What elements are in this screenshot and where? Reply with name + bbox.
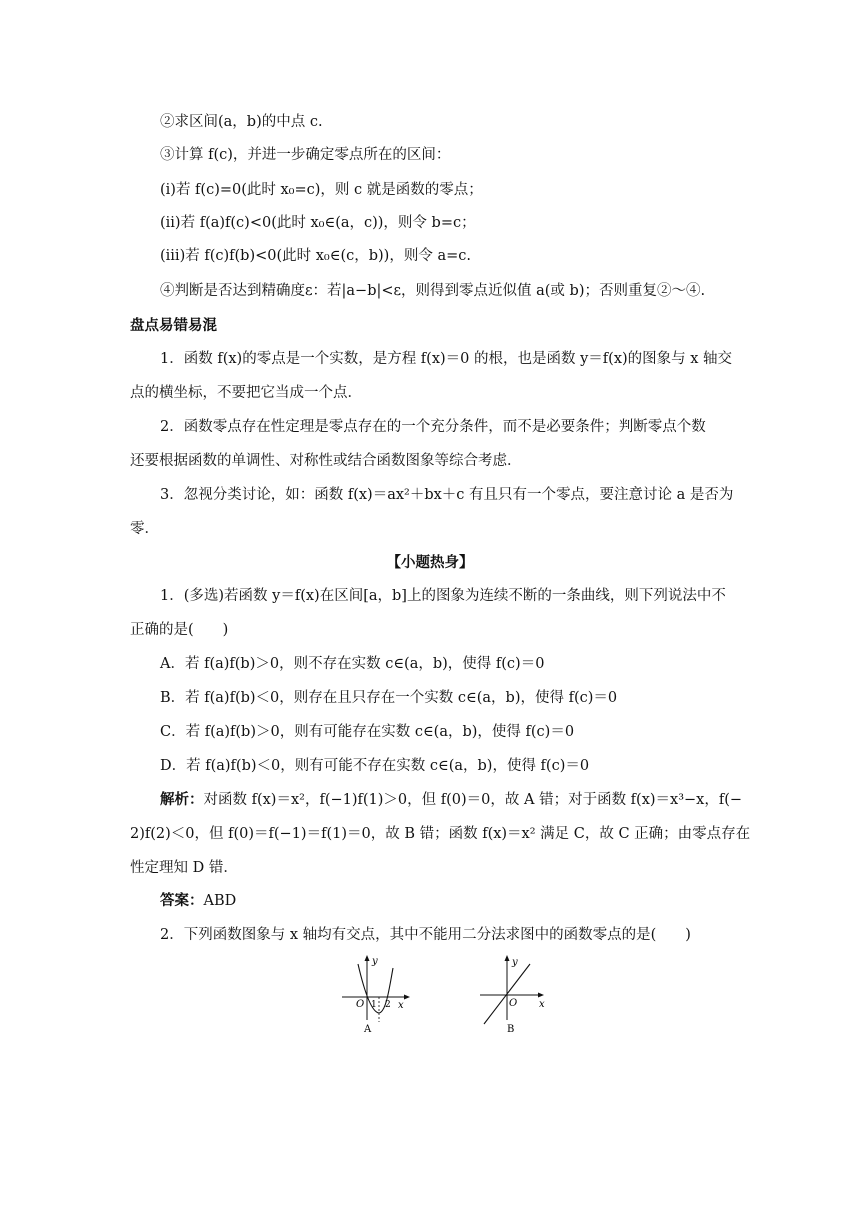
solution-line-2: 2)f(2)＜0，但 f(0)＝f(−1)＝f(1)＝0，故 B 错；函数 f(x)＝x² 满足 C，故 C 正确；由零点存在 (130, 826, 751, 842)
figure-a-y-label: y (372, 956, 378, 967)
figure-a-caption: A (364, 1024, 372, 1035)
pitfall-2-line-2: 还要根据函数的单调性、对称性或结合函数图象等综合考虑． (130, 453, 522, 469)
question-1-line-1: 1．(多选)若函数 y＝f(x)在区间[a，b]上的图象为连续不断的一条曲线，则下列说法中不 (160, 588, 726, 604)
step-4: ④判断是否达到精确度ε：若|a−b|<ε，则得到零点近似值 a(或 b)；否则重复②～④. (160, 283, 706, 299)
warmup-heading: 【小题热身】 (386, 554, 474, 571)
figure-b-x-label: x (539, 999, 545, 1010)
answer-line (160, 891, 236, 911)
figure-b-y-label: y (512, 957, 518, 968)
pitfall-2-line-1: 2．函数零点存在性定理是零点存在的一个充分条件，而不是必要条件；判断零点个数 (160, 419, 706, 435)
question-1-line-2: 正确的是( ) (130, 622, 229, 638)
option-d: D．若 f(a)f(b)＜0，则有可能不存在实数 c∈(a，b)，使得 f(c)＝0 (160, 758, 590, 774)
pitfall-3-line-2: 零． (130, 521, 159, 537)
option-a: A．若 f(a)f(b)＞0，则不存在实数 c∈(a，b)，使得 f(c)＝0 (160, 656, 545, 672)
solution-label: 解析： (160, 791, 204, 808)
figure-a-tick-2: 2 (385, 1000, 391, 1010)
figure-b (476, 952, 556, 1037)
step-3: ③计算 f(c)，并进一步确定零点所在的区间： (160, 147, 451, 163)
step-3-ii: (ⅱ)若 f(a)f(c)<0(此时 x₀∈(a，c))，则令 b=c； (160, 215, 476, 231)
pitfall-1-line-1: 1．函数 f(x)的零点是一个实数，是方程 f(x)＝0 的根，也是函数 y＝f(x)的图象与 x 轴交 (160, 351, 733, 367)
question-2: 2．下列函数图象与 x 轴均有交点，其中不能用二分法求图中的函数零点的是( ) (160, 927, 691, 943)
step-3-iii: (ⅲ)若 f(c)f(b)<0(此时 x₀∈(c，b))，则令 a=c. (160, 248, 471, 264)
figure-b-caption: B (507, 1024, 515, 1035)
answer-value: ABD (203, 893, 237, 909)
option-c: C．若 f(a)f(b)＞0，则有可能存在实数 c∈(a，b)，使得 f(c)＝0 (160, 724, 575, 740)
pitfalls-heading: 盘点易错易混 (130, 317, 217, 334)
figure-b-origin-label: O (509, 998, 518, 1009)
pitfall-3-line-1: 3．忽视分类讨论，如：函数 f(x)＝ax²＋bx＋c 有且只有一个零点，要注意讨论 a 是否为 (160, 487, 734, 503)
figure-a-tick-1: 1 (371, 1000, 377, 1010)
step-3-i: (ⅰ)若 f(c)=0(此时 x₀=c)，则 c 就是函数的零点； (160, 182, 483, 198)
figure-b-graph (476, 952, 556, 1037)
figure-a-graph (336, 952, 416, 1037)
step-2: ②求区间(a，b)的中点 c. (160, 114, 323, 130)
figure-a-x-label: x (398, 1000, 404, 1011)
pitfall-1-line-2: 点的横坐标，不要把它当成一个点． (130, 385, 362, 401)
figure-a (336, 952, 416, 1037)
solution-line-1 (160, 790, 742, 810)
solution-line-3: 性定理知 D 错． (130, 860, 238, 876)
answer-label: 答案： (160, 892, 204, 909)
figure-a-origin-label: O (356, 999, 365, 1010)
solution-text-1: 对函数 f(x)＝x²，f(−1)f(1)＞0，但 f(0)＝0，故 A 错；对于函数 f(x)＝x³−x，f(− (203, 792, 743, 808)
option-b: B．若 f(a)f(b)＜0，则存在且只存在一个实数 c∈(a，b)，使得 f(c)＝0 (160, 690, 618, 706)
